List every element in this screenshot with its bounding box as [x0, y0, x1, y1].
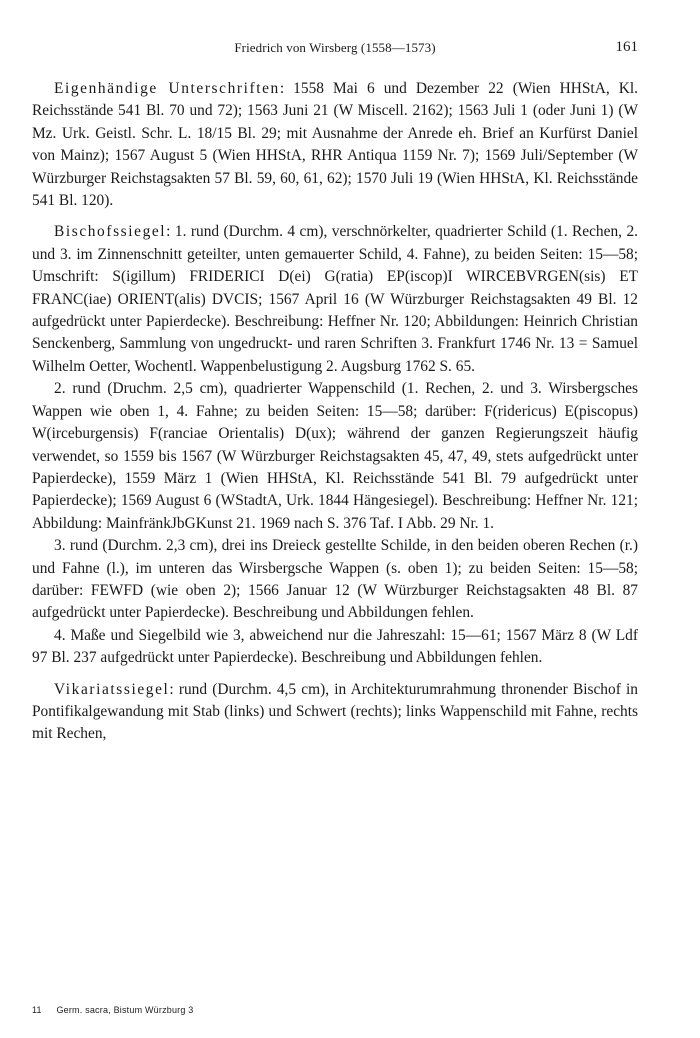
body-text — [32, 78, 638, 746]
paragraph-seal-4 — [32, 625, 638, 670]
paragraph-text: : 1558 Mai 6 und Dezember 22 (Wien HHStA, Kl. Reichsstände 541 Bl. 70 und 72); 1563 Juni 21 (W Miscell. 2162); 1563 Juli 1 (oder Juni 1) (W Mz. Urk. Geistl. Schr. L. 18/15 Bl. 29; mit Ausnahme der Anrede eh. Brief an Kurfürst Daniel von Mainz); 1567 August 5 (Wien HHStA, RHR Antiqua 1159 Nr. 7); 1569 Juli/September (W Würzburger Reichstagsakten 57 Bl. 59, 60, 61, 62); 1570 Juli 19 (Wien HHStA, Kl. Reichsstände 541 Bl. 120). — [32, 80, 639, 210]
paragraph-seal-2 — [32, 378, 638, 535]
paragraph-signatures — [32, 78, 638, 212]
paragraph-text: 2. rund (Druchm. 2,5 cm), quadrierter Wappenschild (1. Rechen, 2. und 3. Wirsbergsches Wappen wie oben 1, 4. Fahne; zu beiden Seiten: 15—58; darüber: F(ridericus) E(piscopus) W(irceburgensis) F(ranciae Orientalis) D(ux); während der ganzen Regierungszeit häufig verwendet, so 1559 bis 1567 (W Würzburger Reichstagsakten 45, 47, 49, stets aufgedrückt unter Papierdecke), 1559 März 1 (Wien HHStA, Kl. Reichsstände 541 Bl. 79 aufgedrückt unter Papierdecke); 1569 August 6 (WStadtA, Urk. 1844 Hängesiegel). Beschreibung: Heffner Nr. 121; Abbildung: MainfränkJbGKunst 21. 1969 nach S. 376 Taf. I Abb. 29 Nr. 1. — [32, 380, 638, 532]
signature-number: 11 — [32, 1005, 42, 1015]
paragraph-text: 4. Maße und Siegelbild wie 3, abweichend nur die Jahreszahl: 15—61; 1567 März 8 (W Ldf 97 Bl. 237 aufgedrückt unter Papierdecke). Beschreibung und Abbildungen fehlen. — [32, 626, 638, 667]
page-footer — [32, 1005, 206, 1015]
signature-text: Germ. sacra, Bistum Würzburg 3 — [56, 1005, 194, 1015]
paragraph-text: : 1. rund (Durchm. 4 cm), verschnörkelter, quadrierter Schild (1. Rechen, 2. und 3. im Zinnenschnitt geteilter, unten gemauerter Schild, 4. Fahne), zu beiden Seiten: 15—58; Umschrift: S(igillum) FRIDERICI D(ei) G(ratia) EP(iscop)I WIRCEBVRGEN(sis) ET FRANC(iae) ORIENT(alis) DVCIS; 1567 April 16 (W Würzburger Reichstagsakten 49 Bl. 12 aufgedrückt unter Papierdecke). Beschreibung: Heffner Nr. 120; Abbildungen: Heinrich Christian Senckenberg, Sammlung von ungedruckt- und raren Schriften 3. Frankfurt 1746 Nr. 13 = Samuel Wilhelm Oetter, Wochentl. Wappenbelustigung 2. Augsburg 1762 S. 65. — [32, 223, 638, 375]
section-heading-vicariate-seal: Vikariatssiegel — [54, 680, 170, 698]
section-heading-signatures: Eigenhändige Unterschriften — [54, 80, 280, 97]
page-header — [32, 40, 638, 62]
paragraph-text: 3. rund (Durchm. 2,3 cm), drei ins Dreieck gestellte Schilde, in den beiden oberen Rechen (r.) und Fahne (l.), im unteren das Wirsbergsche Wappen (s. oben 1); zu beiden Seiten: 15—58; darüber: FEWFD (wie oben 2); 1566 Januar 12 (W Würzburger Reichstagsakten 48 Bl. 87 aufgedrückt unter Papierdecke). Beschreibung und Abbildungen fehlen. — [32, 537, 638, 622]
section-heading-bishop-seal: Bischofssiegel — [54, 223, 167, 241]
page — [32, 40, 638, 746]
page-number: 161 — [615, 39, 638, 55]
running-head: Friedrich von Wirsberg (1558—1573) — [234, 40, 436, 55]
paragraph-vicariate-seal — [32, 679, 638, 746]
paragraph-text: : rund (Durchm. 4,5 cm), in Architekturumrahmung thronender Bischof in Pontifikalgewandung mit Stab (links) und Schwert (rechts); links Wappenschild mit Fahne, rechts mit Rechen, — [32, 680, 638, 743]
paragraph-seal-3 — [32, 535, 638, 625]
paragraph-bishop-seal — [32, 221, 638, 378]
